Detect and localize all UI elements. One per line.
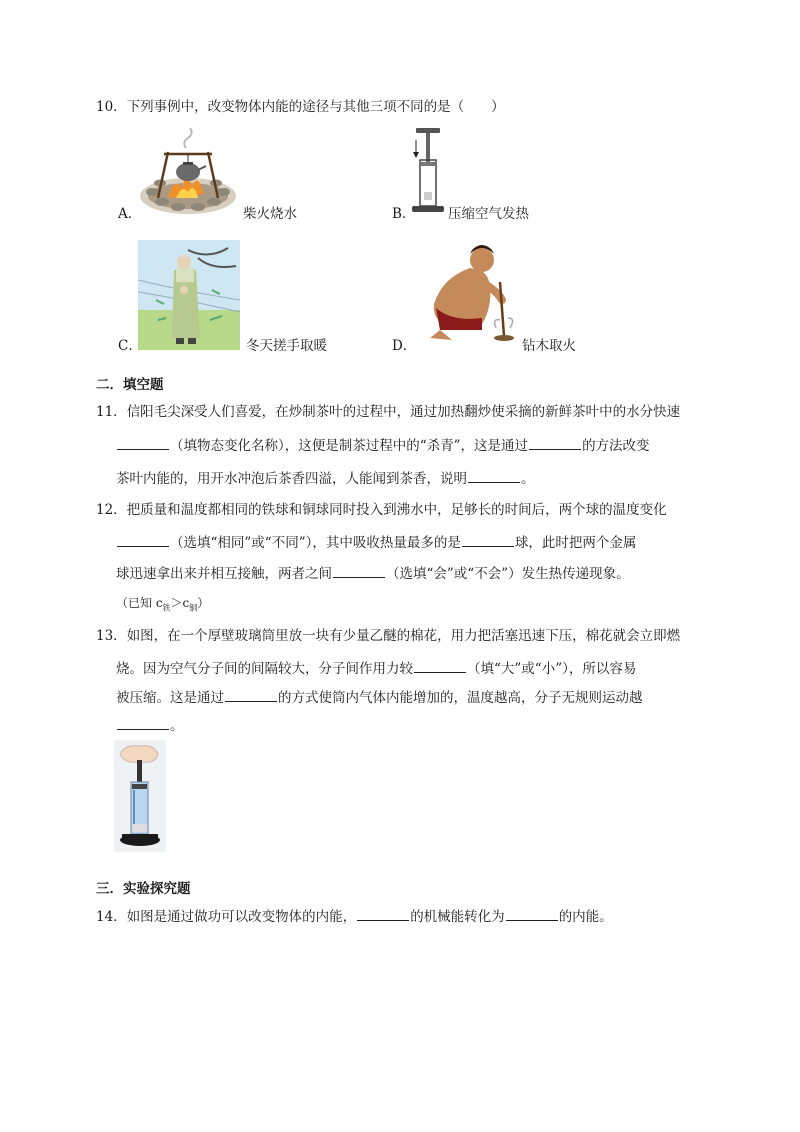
campfire-kettle-image: [138, 128, 238, 216]
q11-text-2a: （填物态变化名称），这便是制茶过程中的“杀青”，这是通过: [170, 438, 529, 454]
q12-note-mid: ＞c: [170, 596, 190, 610]
q10-stem: 下列事例中，改变物体内能的途径与其他三项不同的是（ ）: [126, 99, 505, 115]
q10-number: 10．: [96, 99, 127, 115]
q13-text-3a: 被压缩。这是通过: [116, 690, 224, 706]
q13-answer-blank-3[interactable]: [117, 717, 169, 730]
q13-line-2: [116, 660, 636, 678]
q10-option-d-letter: D．: [392, 338, 417, 354]
q13-text-2b: （填“大”或“小”），所以容易: [467, 661, 637, 677]
q12-answer-blank-1[interactable]: [117, 534, 169, 547]
q14-text-a: 如图是通过做功可以改变物体的内能，: [126, 909, 357, 925]
q12-text-3a: 球迅速拿出来并相互接触，两者之间: [116, 566, 332, 582]
q10-option-c-letter: C．: [118, 338, 142, 354]
q11-answer-blank-3[interactable]: [468, 470, 520, 483]
q13-line-1: [96, 627, 680, 645]
q11-line-1: [96, 403, 680, 421]
q12-number: 12．: [96, 502, 127, 518]
q11-number: 11．: [96, 404, 127, 420]
q13-number: 13．: [96, 628, 127, 644]
q11-text-2b: 的方法改变: [582, 438, 650, 454]
drilling-wood-fire-image: [412, 238, 524, 346]
q12-text-2a: （选填“相同”或“不同”），其中吸收热量最多的是: [170, 535, 461, 551]
q10-option-a-text: 柴火烧水: [243, 206, 297, 222]
q14-text-b: 的机械能转化为: [410, 909, 505, 925]
q10-stem-line: [96, 98, 505, 116]
q14-answer-blank-2[interactable]: [506, 908, 558, 921]
q12-note-sub-copper: 铜: [189, 603, 198, 613]
q13-text-1: 如图，在一个厚壁玻璃筒里放一块有少量乙醚的棉花，用力把活塞迅速下压，棉花就会立即燃: [126, 628, 681, 644]
q12-note-sub-iron: 铁: [162, 603, 171, 613]
section-3-title: 三．实验探究题: [96, 881, 191, 897]
q13-line-4: [116, 717, 184, 735]
q12-text-1: 把质量和温度都相同的铁球和铜球同时投入到沸水中，足够长的时间后，两个球的温度变化: [126, 502, 667, 518]
q14-line: [96, 908, 613, 926]
q10-option-a: [118, 205, 141, 223]
q12-text-2b: 球，此时把两个金属: [514, 535, 637, 551]
q13-answer-blank-2[interactable]: [225, 689, 277, 702]
q11-text-3a: 茶叶内能的，用开水冲泡后茶香四溢，人能闻到茶香，说明: [116, 471, 467, 487]
q13-text-3b: 的方式使筒内气体内能增加的，温度越高，分子无规则运动越: [278, 690, 643, 706]
q12-text-3b: （选填“会”或“不会”）发生热传递现象。: [386, 566, 630, 582]
q11-answer-blank-2[interactable]: [529, 437, 581, 450]
q13-text-2a: 烧。因为空气分子间的间隔较大，分子间作用力较: [116, 661, 413, 677]
q12-note: [116, 594, 209, 617]
q14-answer-blank-1[interactable]: [357, 908, 409, 921]
q13-answer-blank-1[interactable]: [414, 660, 466, 673]
q10-option-a-letter: A．: [118, 206, 142, 222]
q11-text-1: 信阳毛尖深受人们喜爱，在炒制茶叶的过程中，通过加热翻炒使采摘的新鲜茶叶中的水分快速: [126, 404, 681, 420]
q10-option-c: [118, 337, 142, 355]
glass-cylinder-piston-image: [114, 740, 166, 852]
q10-option-b: [392, 205, 415, 223]
rubbing-hands-winter-image: [138, 240, 240, 350]
q12-line-2: [116, 534, 636, 552]
q12-note-pre: （已知 c: [116, 596, 163, 610]
q11-answer-blank-1[interactable]: [117, 437, 169, 450]
q12-answer-blank-2[interactable]: [462, 534, 514, 547]
q11-line-2: [116, 437, 650, 455]
q11-line-3: [116, 470, 535, 488]
q10-option-b-text: 压缩空气发热: [448, 206, 529, 222]
q14-number: 14．: [96, 909, 127, 925]
q14-text-c: 的内能。: [558, 909, 613, 925]
q13-text-4: 。: [170, 718, 184, 734]
q13-line-3: [116, 689, 643, 707]
q12-answer-blank-3[interactable]: [333, 565, 385, 578]
q10-option-d: [392, 337, 416, 355]
q10-option-c-text: 冬天搓手取暖: [246, 338, 327, 354]
q10-option-b-letter: B．: [392, 206, 416, 222]
q11-text-3b: 。: [521, 471, 535, 487]
q12-line-1: [96, 501, 667, 519]
section-2-title: 二．填空题: [96, 377, 164, 393]
q10-option-d-text: 钻木取火: [522, 338, 576, 354]
q12-note-post: ）: [197, 596, 210, 610]
q12-line-3: [116, 565, 630, 583]
